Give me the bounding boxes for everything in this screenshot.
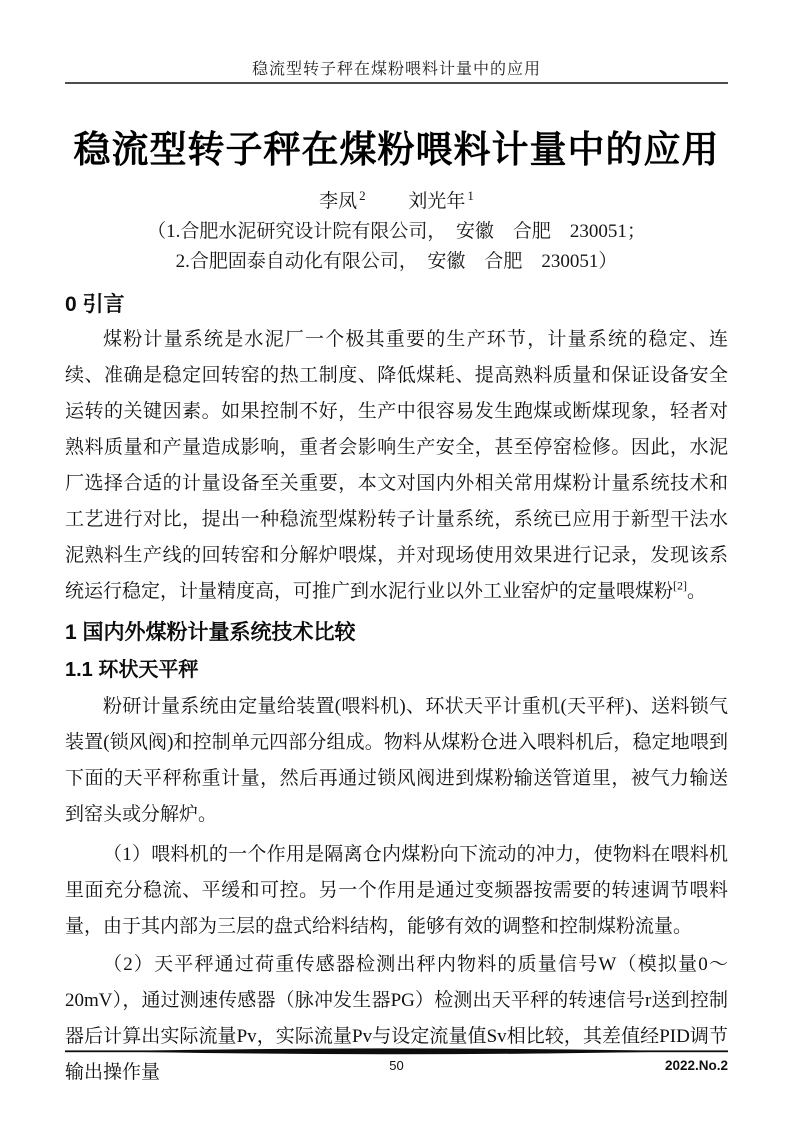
footer-rule [65, 1047, 728, 1056]
issue-number: 2022.No.2 [664, 1058, 728, 1073]
page-title: 稳流型转子秤在煤粉喂料计量中的应用 [73, 129, 720, 170]
section-heading-intro: 0 引言 [65, 293, 125, 316]
paragraph-intro [65, 322, 728, 610]
subsection-heading-ring-balance: 1.1 环状天平秤 [65, 659, 199, 681]
paragraph-intro-tail: 。 [687, 581, 707, 602]
paragraph-intro-text: 煤粉计量系统是水泥厂一个极其重要的生产环节，计量系统的稳定、连续、准确是稳定回转窑的热工制度、降低煤耗、提高熟料质量和保证设备安全运转的关键因素。如果控制不好，生产中很容易发生跑煤或断煤现象，轻者对熟料质量和产量造成影响，重者会影响生产安全，甚至停窑检修。因此，水泥厂选择合适的计量设备至关重要，本文对国内外相关常用煤粉计量系统技术和工艺进行对比，提出一种稳流型煤粉转子计量系统，系统已应用于新型干法水泥熟料生产线的回转窑和分解炉喂煤，并对现场使用效果进行记录，发现该系统运行稳定，计量精度高，可推广到水泥行业以外工业窑炉的定量喂煤粉 [65, 329, 728, 602]
author-superscript: 1 [467, 187, 474, 203]
footer-rule-line [65, 1047, 728, 1056]
authors-line [65, 186, 728, 213]
page-number: 50 [389, 1058, 404, 1073]
author-name: 刘光年 [408, 191, 466, 212]
affiliation-line-2: 2.合肥固泰自动化有限公司， 安徽 合肥 230051） [175, 251, 618, 272]
section-heading-comparison: 1 国内外煤粉计量系统技术比较 [65, 621, 356, 644]
author-name: 李凤 [319, 191, 358, 212]
running-header: 稳流型转子秤在煤粉喂料计量中的应用 [251, 61, 541, 78]
author-2 [408, 187, 474, 212]
affiliation-line-1: （1.合肥水泥研究设计院有限公司， 安徽 合肥 230051； [147, 221, 646, 242]
author-superscript: 2 [359, 187, 366, 203]
paragraph-ring-balance-2: （1）喂料机的一个作用是隔离仓内煤粉向下流动的冲力，使物料在喂料机里面充分稳流、平缓和可控。另一个作用是通过变频器按需要的转速调节喂料量，由于其内部为三层的盘式给料结构，能够有效的调整和控制煤粉流量。 [65, 844, 728, 937]
author-1 [319, 187, 366, 212]
header-rule [65, 82, 728, 84]
citation-superscript: [2] [673, 578, 688, 593]
paragraph-ring-balance-3: （2）天平秤通过荷重传感器检测出秤内物料的质量信号W（模拟量0～20mV），通过测速传感器（脉冲发生器PG）检测出天平秤的转速信号r送到控制器后计算出实际流量Pv，实际流量Pv与设定流量值Sv相比较，其差值经PID调节输出操作量 [65, 954, 728, 1083]
paragraph-ring-balance-1: 粉研计量系统由定量给装置(喂料机)、环状天平计重机(天平秤)、送料锁气装置(锁风阀)和控制单元四部分组成。物料从煤粉仓进入喂料机后，稳定地喂到下面的天平秤称重计量，然后再通过锁风阀进到煤粉输送管道里，被气力输送到窑头或分解炉。 [65, 696, 728, 825]
